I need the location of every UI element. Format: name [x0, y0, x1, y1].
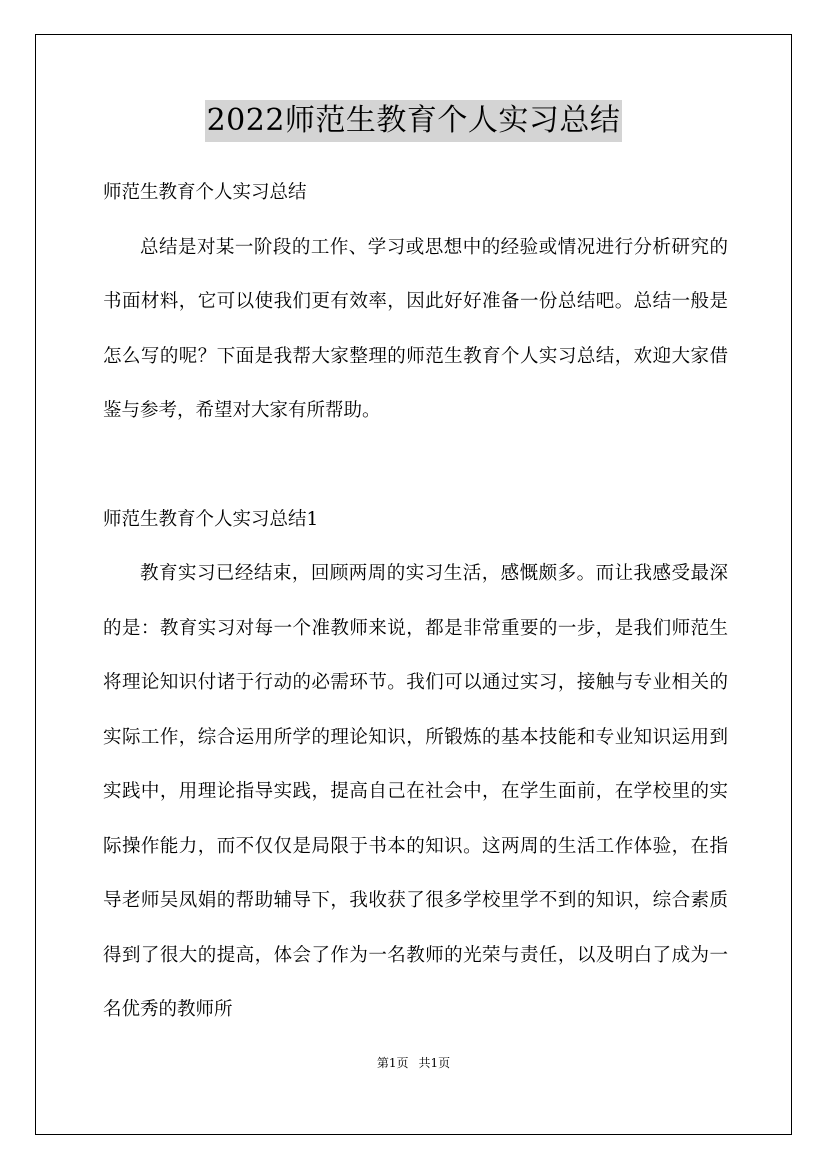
section-spacer	[103, 439, 728, 493]
page-footer	[0, 1053, 827, 1073]
document-body	[103, 166, 728, 1038]
section-heading-intro: 师范生教育个人实习总结	[103, 182, 307, 203]
title-container	[0, 100, 827, 142]
page-number: 第1页	[376, 1056, 409, 1070]
document-title: 2022师范生教育个人实习总结	[205, 100, 623, 142]
page-total: 共1页	[418, 1056, 451, 1070]
section-heading-1: 师范生教育个人实习总结1	[103, 508, 319, 530]
section-paragraph-1: 教育实习已经结束，回顾两周的实习生活，感慨颇多。而让我感受最深的是：教育实习对每一个准教师来说，都是非常重要的一步，是我们师范生将理论知识付诸于行动的必需环节。我们可以通过实习，接触与专业相关的实际工作，综合运用所学的理论知识，所锻炼的基本技能和专业知识运用到实践中，用理论指导实践，提高自己在社会中，在学生面前，在学校里的实际操作能力，而不仅仅是局限于书本的知识。这两周的生活工作体验，在指导老师吴凤娟的帮助辅导下，我收获了很多学校里学不到的知识，综合素质得到了很大的提高，体会了作为一名教师的光荣与责任，以及明白了成为一名优秀的教师所	[103, 563, 728, 1020]
section-paragraph-intro: 总结是对某一阶段的工作、学习或思想中的经验或情况进行分析研究的书面材料，它可以使我们更有效率，因此好好准备一份总结吧。总结一般是怎么写的呢？下面是我帮大家整理的师范生教育个人实习总结，欢迎大家借鉴与参考，希望对大家有所帮助。	[103, 236, 728, 421]
